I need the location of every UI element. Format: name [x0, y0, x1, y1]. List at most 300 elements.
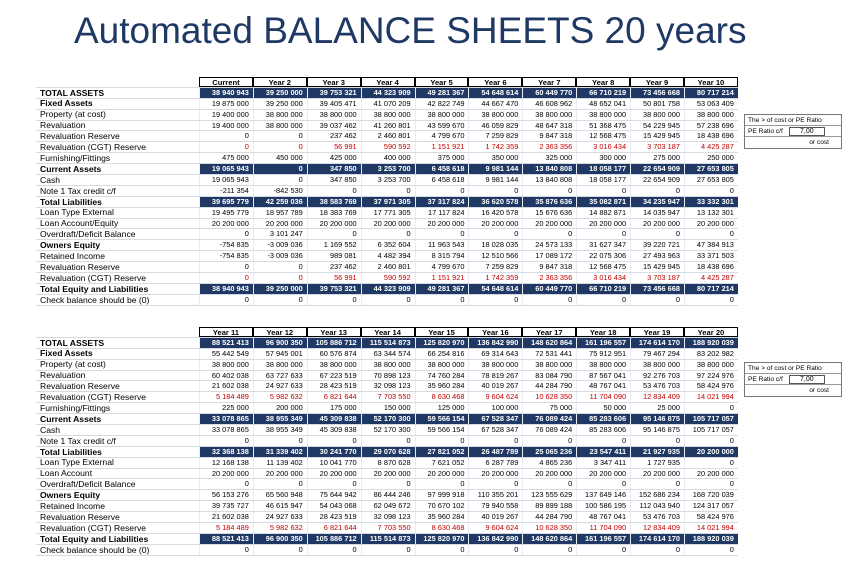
value-cell[interactable]: 30 241 770: [307, 447, 361, 457]
value-cell[interactable]: 11 139 402: [253, 458, 307, 468]
value-cell[interactable]: 105 717 057: [684, 414, 738, 424]
value-cell[interactable]: 75 912 951: [576, 349, 630, 359]
value-cell[interactable]: 17 771 305: [361, 208, 415, 218]
value-cell[interactable]: 0: [361, 229, 415, 239]
value-cell[interactable]: 6 458 618: [415, 175, 469, 185]
value-cell[interactable]: 39 037 462: [307, 121, 361, 131]
value-cell[interactable]: 7 703 550: [361, 392, 415, 402]
value-cell[interactable]: 53 476 703: [630, 381, 684, 391]
value-cell[interactable]: 4 425 287: [684, 142, 738, 152]
value-cell[interactable]: 25 000: [630, 403, 684, 413]
value-cell[interactable]: 0: [630, 545, 684, 555]
value-cell[interactable]: 38 800 000: [522, 110, 576, 120]
value-cell[interactable]: 27 653 805: [684, 164, 738, 174]
value-cell[interactable]: 42 259 036: [253, 197, 307, 207]
value-cell[interactable]: 3 253 700: [361, 175, 415, 185]
value-cell[interactable]: 4 425 287: [684, 273, 738, 283]
value-cell[interactable]: 38 800 000: [684, 360, 738, 370]
value-cell[interactable]: 1 169 552: [307, 240, 361, 250]
value-cell[interactable]: 83 202 982: [684, 349, 738, 359]
value-cell[interactable]: 1 151 921: [415, 142, 469, 152]
value-cell[interactable]: 0: [199, 273, 253, 283]
value-cell[interactable]: 110 355 201: [468, 490, 522, 500]
value-cell[interactable]: 0: [253, 142, 307, 152]
value-cell[interactable]: 20 200 000: [630, 219, 684, 229]
value-cell[interactable]: 19 065 943: [199, 164, 253, 174]
value-cell[interactable]: 0: [468, 545, 522, 555]
value-cell[interactable]: 36 620 578: [468, 197, 522, 207]
value-cell[interactable]: 50 000: [576, 403, 630, 413]
value-cell[interactable]: 11 704 090: [576, 523, 630, 533]
value-cell[interactable]: 0: [361, 479, 415, 489]
value-cell[interactable]: 32 098 123: [361, 512, 415, 522]
value-cell[interactable]: 3 016 434: [576, 142, 630, 152]
value-cell[interactable]: 6 287 789: [468, 458, 522, 468]
value-cell[interactable]: 1 742 359: [468, 273, 522, 283]
value-cell[interactable]: 20 200 000: [361, 219, 415, 229]
value-cell[interactable]: 39 735 727: [199, 501, 253, 511]
value-cell[interactable]: 38 800 000: [199, 360, 253, 370]
value-cell[interactable]: 39 753 321: [307, 88, 361, 98]
value-cell[interactable]: -3 009 036: [253, 240, 307, 250]
value-cell[interactable]: 38 800 000: [253, 121, 307, 131]
value-cell[interactable]: 18 438 696: [684, 262, 738, 272]
value-cell[interactable]: 1 727 935: [630, 458, 684, 468]
value-cell[interactable]: 50 801 758: [630, 99, 684, 109]
value-cell[interactable]: 73 456 668: [630, 284, 684, 294]
value-cell[interactable]: 0: [199, 229, 253, 239]
value-cell[interactable]: 590 592: [361, 273, 415, 283]
value-cell[interactable]: 0: [630, 295, 684, 305]
value-cell[interactable]: 0: [684, 545, 738, 555]
value-cell[interactable]: 38 800 000: [468, 360, 522, 370]
value-cell[interactable]: 41 070 209: [361, 99, 415, 109]
value-cell[interactable]: 0: [199, 436, 253, 446]
value-cell[interactable]: 20 200 000: [199, 469, 253, 479]
value-cell[interactable]: 87 567 041: [576, 371, 630, 381]
value-cell[interactable]: 250 000: [684, 153, 738, 163]
value-cell[interactable]: 20 200 000: [630, 469, 684, 479]
value-cell[interactable]: 27 653 805: [684, 175, 738, 185]
value-cell[interactable]: 0: [630, 186, 684, 196]
value-cell[interactable]: 225 000: [199, 403, 253, 413]
value-cell[interactable]: 22 654 909: [630, 164, 684, 174]
value-cell[interactable]: 17 089 172: [522, 251, 576, 261]
value-cell[interactable]: 15 676 636: [522, 208, 576, 218]
value-cell[interactable]: 60 449 770: [522, 284, 576, 294]
value-cell[interactable]: 105 717 057: [684, 425, 738, 435]
value-cell[interactable]: 105 886 712: [307, 338, 361, 348]
value-cell[interactable]: 14 035 947: [630, 208, 684, 218]
value-cell[interactable]: 237 462: [307, 131, 361, 141]
value-cell[interactable]: 39 220 721: [630, 240, 684, 250]
value-cell[interactable]: 24 927 633: [253, 381, 307, 391]
value-cell[interactable]: -211 354: [199, 186, 253, 196]
value-cell[interactable]: 19 495 779: [199, 208, 253, 218]
value-cell[interactable]: 115 514 873: [361, 338, 415, 348]
value-cell[interactable]: 48 767 041: [576, 512, 630, 522]
value-cell[interactable]: 347 850: [307, 164, 361, 174]
value-cell[interactable]: 0: [307, 545, 361, 555]
value-cell[interactable]: 25 065 236: [522, 447, 576, 457]
value-cell[interactable]: 80 717 214: [684, 88, 738, 98]
value-cell[interactable]: 20 200 000: [361, 469, 415, 479]
value-cell[interactable]: 0: [253, 295, 307, 305]
value-cell[interactable]: 80 717 214: [684, 284, 738, 294]
value-cell[interactable]: 13 132 301: [684, 208, 738, 218]
value-cell[interactable]: 45 309 838: [307, 425, 361, 435]
value-cell[interactable]: 0: [415, 229, 469, 239]
value-cell[interactable]: 5 982 632: [253, 523, 307, 533]
value-cell[interactable]: 15 429 945: [630, 262, 684, 272]
value-cell[interactable]: 20 200 000: [307, 219, 361, 229]
value-cell[interactable]: 39 250 000: [253, 99, 307, 109]
value-cell[interactable]: 38 800 000: [361, 360, 415, 370]
value-cell[interactable]: 8 315 794: [415, 251, 469, 261]
pe-ratio-input[interactable]: 7,00: [789, 375, 825, 384]
value-cell[interactable]: -754 835: [199, 240, 253, 250]
value-cell[interactable]: 19 875 000: [199, 99, 253, 109]
value-cell[interactable]: 21 927 935: [630, 447, 684, 457]
value-cell[interactable]: 14 021 994: [684, 523, 738, 533]
value-cell[interactable]: 66 710 219: [576, 284, 630, 294]
value-cell[interactable]: 0: [415, 186, 469, 196]
value-cell[interactable]: 59 566 154: [415, 414, 469, 424]
value-cell[interactable]: 5 184 489: [199, 392, 253, 402]
value-cell[interactable]: 35 960 284: [415, 381, 469, 391]
value-cell[interactable]: -3 009 036: [253, 251, 307, 261]
value-cell[interactable]: 20 200 000: [684, 447, 738, 457]
value-cell[interactable]: 9 847 318: [522, 262, 576, 272]
value-cell[interactable]: 20 200 000: [684, 219, 738, 229]
value-cell[interactable]: 168 720 039: [684, 490, 738, 500]
value-cell[interactable]: 40 019 267: [468, 381, 522, 391]
value-cell[interactable]: 20 200 000: [415, 219, 469, 229]
value-cell[interactable]: 92 276 703: [630, 371, 684, 381]
value-cell[interactable]: 0: [468, 229, 522, 239]
value-cell[interactable]: 161 196 557: [576, 338, 630, 348]
value-cell[interactable]: 89 899 188: [522, 501, 576, 511]
value-cell[interactable]: 5 982 632: [253, 392, 307, 402]
value-cell[interactable]: 66 710 219: [576, 88, 630, 98]
value-cell[interactable]: 47 384 913: [684, 240, 738, 250]
value-cell[interactable]: 57 945 001: [253, 349, 307, 359]
value-cell[interactable]: 60 449 770: [522, 88, 576, 98]
value-cell[interactable]: 7 259 829: [468, 262, 522, 272]
value-cell[interactable]: 275 000: [630, 153, 684, 163]
value-cell[interactable]: 12 568 475: [576, 262, 630, 272]
value-cell[interactable]: 590 592: [361, 142, 415, 152]
value-cell[interactable]: 54 043 068: [307, 501, 361, 511]
value-cell[interactable]: 33 078 865: [199, 414, 253, 424]
value-cell[interactable]: 100 000: [468, 403, 522, 413]
value-cell[interactable]: 39 405 471: [307, 99, 361, 109]
value-cell[interactable]: 33 332 301: [684, 197, 738, 207]
value-cell[interactable]: 0: [522, 295, 576, 305]
value-cell[interactable]: 0: [415, 295, 469, 305]
value-cell[interactable]: 41 260 801: [361, 121, 415, 131]
value-cell[interactable]: 0: [199, 479, 253, 489]
pe-ratio-input[interactable]: 7,00: [789, 127, 825, 136]
value-cell[interactable]: 7 703 550: [361, 523, 415, 533]
value-cell[interactable]: 20 200 000: [468, 469, 522, 479]
value-cell[interactable]: 0: [307, 229, 361, 239]
value-cell[interactable]: 0: [576, 229, 630, 239]
value-cell[interactable]: 18 058 177: [576, 164, 630, 174]
value-cell[interactable]: 0: [468, 436, 522, 446]
value-cell[interactable]: 175 000: [307, 403, 361, 413]
value-cell[interactable]: 38 800 000: [307, 360, 361, 370]
value-cell[interactable]: 11 963 543: [415, 240, 469, 250]
value-cell[interactable]: 12 568 475: [576, 131, 630, 141]
value-cell[interactable]: 55 442 549: [199, 349, 253, 359]
value-cell[interactable]: 24 927 633: [253, 512, 307, 522]
value-cell[interactable]: 200 000: [253, 403, 307, 413]
value-cell[interactable]: 4 482 394: [361, 251, 415, 261]
value-cell[interactable]: 54 229 945: [630, 121, 684, 131]
value-cell[interactable]: 0: [361, 186, 415, 196]
value-cell[interactable]: 0: [361, 436, 415, 446]
value-cell[interactable]: 3 703 187: [630, 142, 684, 152]
value-cell[interactable]: 125 820 970: [415, 534, 469, 544]
value-cell[interactable]: 18 438 696: [684, 131, 738, 141]
value-cell[interactable]: 8 630 468: [415, 392, 469, 402]
value-cell[interactable]: 67 528 347: [468, 414, 522, 424]
value-cell[interactable]: 0: [199, 295, 253, 305]
value-cell[interactable]: 2 363 356: [522, 273, 576, 283]
value-cell[interactable]: 69 314 643: [468, 349, 522, 359]
value-cell[interactable]: -754 835: [199, 251, 253, 261]
value-cell[interactable]: 0: [630, 436, 684, 446]
value-cell[interactable]: 38 800 000: [576, 110, 630, 120]
value-cell[interactable]: 2 363 356: [522, 142, 576, 152]
value-cell[interactable]: 95 146 875: [630, 414, 684, 424]
value-cell[interactable]: 4 865 236: [522, 458, 576, 468]
value-cell[interactable]: 20 200 000: [522, 469, 576, 479]
value-cell[interactable]: 100 586 195: [576, 501, 630, 511]
value-cell[interactable]: 63 727 633: [253, 371, 307, 381]
value-cell[interactable]: 27 493 963: [630, 251, 684, 261]
value-cell[interactable]: 83 084 790: [522, 371, 576, 381]
value-cell[interactable]: 6 821 644: [307, 523, 361, 533]
value-cell[interactable]: 3 101 247: [253, 229, 307, 239]
value-cell[interactable]: 0: [522, 436, 576, 446]
value-cell[interactable]: 56 991: [307, 273, 361, 283]
value-cell[interactable]: 45 309 838: [307, 414, 361, 424]
value-cell[interactable]: 32 098 123: [361, 381, 415, 391]
value-cell[interactable]: 38 940 943: [199, 88, 253, 98]
value-cell[interactable]: 33 078 865: [199, 425, 253, 435]
value-cell[interactable]: 0: [630, 229, 684, 239]
value-cell[interactable]: 10 628 350: [522, 523, 576, 533]
value-cell[interactable]: 9 604 624: [468, 523, 522, 533]
value-cell[interactable]: 76 089 424: [522, 414, 576, 424]
value-cell[interactable]: 0: [307, 479, 361, 489]
value-cell[interactable]: 325 000: [522, 153, 576, 163]
value-cell[interactable]: 67 223 519: [307, 371, 361, 381]
value-cell[interactable]: 8 870 628: [361, 458, 415, 468]
value-cell[interactable]: 0: [684, 436, 738, 446]
value-cell[interactable]: 38 800 000: [576, 360, 630, 370]
value-cell[interactable]: 188 920 039: [684, 534, 738, 544]
value-cell[interactable]: 425 000: [307, 153, 361, 163]
value-cell[interactable]: 96 900 350: [253, 338, 307, 348]
value-cell[interactable]: 14 882 871: [576, 208, 630, 218]
value-cell[interactable]: 53 476 703: [630, 512, 684, 522]
value-cell[interactable]: 39 753 321: [307, 284, 361, 294]
value-cell[interactable]: 0: [684, 479, 738, 489]
value-cell[interactable]: 75 000: [522, 403, 576, 413]
value-cell[interactable]: 53 063 409: [684, 99, 738, 109]
value-cell[interactable]: 0: [307, 186, 361, 196]
value-cell[interactable]: 6 821 644: [307, 392, 361, 402]
value-cell[interactable]: 95 146 875: [630, 425, 684, 435]
value-cell[interactable]: 0: [684, 295, 738, 305]
value-cell[interactable]: 123 555 629: [522, 490, 576, 500]
value-cell[interactable]: 57 238 696: [684, 121, 738, 131]
value-cell[interactable]: 1 742 359: [468, 142, 522, 152]
value-cell[interactable]: 9 981 144: [468, 175, 522, 185]
value-cell[interactable]: 0: [253, 479, 307, 489]
value-cell[interactable]: 35 082 871: [576, 197, 630, 207]
value-cell[interactable]: 5 184 489: [199, 523, 253, 533]
value-cell[interactable]: 0: [253, 131, 307, 141]
value-cell[interactable]: 0: [576, 479, 630, 489]
value-cell[interactable]: 20 200 000: [253, 469, 307, 479]
value-cell[interactable]: 39 250 000: [253, 284, 307, 294]
value-cell[interactable]: 375 000: [415, 153, 469, 163]
value-cell[interactable]: 0: [576, 545, 630, 555]
value-cell[interactable]: 3 703 187: [630, 273, 684, 283]
value-cell[interactable]: 10 628 350: [522, 392, 576, 402]
value-cell[interactable]: 79 940 558: [468, 501, 522, 511]
value-cell[interactable]: 88 521 413: [199, 534, 253, 544]
value-cell[interactable]: 137 649 146: [576, 490, 630, 500]
value-cell[interactable]: 46 059 829: [468, 121, 522, 131]
value-cell[interactable]: 38 800 000: [630, 110, 684, 120]
value-cell[interactable]: 4 799 670: [415, 131, 469, 141]
value-cell[interactable]: 6 458 618: [415, 164, 469, 174]
value-cell[interactable]: 2 460 801: [361, 131, 415, 141]
value-cell[interactable]: 38 940 943: [199, 284, 253, 294]
value-cell[interactable]: 75 644 942: [307, 490, 361, 500]
value-cell[interactable]: 12 834 409: [630, 523, 684, 533]
value-cell[interactable]: 60 576 874: [307, 349, 361, 359]
value-cell[interactable]: 65 560 948: [253, 490, 307, 500]
value-cell[interactable]: 9 604 624: [468, 392, 522, 402]
value-cell[interactable]: 3 016 434: [576, 273, 630, 283]
value-cell[interactable]: 48 652 041: [576, 99, 630, 109]
value-cell[interactable]: 20 200 000: [468, 219, 522, 229]
value-cell[interactable]: 67 528 347: [468, 425, 522, 435]
value-cell[interactable]: 19 400 000: [199, 121, 253, 131]
value-cell[interactable]: 60 402 038: [199, 371, 253, 381]
value-cell[interactable]: 18 058 177: [576, 175, 630, 185]
value-cell[interactable]: 28 423 519: [307, 512, 361, 522]
value-cell[interactable]: 11 704 090: [576, 392, 630, 402]
value-cell[interactable]: 44 284 790: [522, 381, 576, 391]
value-cell[interactable]: 20 200 000: [199, 219, 253, 229]
value-cell[interactable]: 17 117 824: [415, 208, 469, 218]
value-cell[interactable]: 38 800 000: [307, 110, 361, 120]
value-cell[interactable]: 0: [199, 142, 253, 152]
value-cell[interactable]: 20 200 000: [415, 469, 469, 479]
value-cell[interactable]: 0: [253, 262, 307, 272]
value-cell[interactable]: 0: [199, 545, 253, 555]
value-cell[interactable]: 52 170 300: [361, 414, 415, 424]
value-cell[interactable]: -842 530: [253, 186, 307, 196]
value-cell[interactable]: 70 670 102: [415, 501, 469, 511]
value-cell[interactable]: 0: [307, 295, 361, 305]
value-cell[interactable]: 19 400 000: [199, 110, 253, 120]
value-cell[interactable]: 18 957 789: [253, 208, 307, 218]
value-cell[interactable]: 49 281 367: [415, 88, 469, 98]
value-cell[interactable]: 148 620 864: [522, 338, 576, 348]
value-cell[interactable]: 44 323 909: [361, 88, 415, 98]
value-cell[interactable]: 38 955 349: [253, 414, 307, 424]
value-cell[interactable]: 29 070 628: [361, 447, 415, 457]
value-cell[interactable]: 3 347 411: [576, 458, 630, 468]
value-cell[interactable]: 44 284 790: [522, 512, 576, 522]
value-cell[interactable]: 148 620 864: [522, 534, 576, 544]
value-cell[interactable]: 0: [630, 479, 684, 489]
value-cell[interactable]: 24 573 133: [522, 240, 576, 250]
value-cell[interactable]: 54 648 614: [468, 88, 522, 98]
value-cell[interactable]: 13 840 808: [522, 175, 576, 185]
value-cell[interactable]: 0: [415, 436, 469, 446]
value-cell[interactable]: 152 686 234: [630, 490, 684, 500]
value-cell[interactable]: 26 487 789: [468, 447, 522, 457]
value-cell[interactable]: 16 420 578: [468, 208, 522, 218]
value-cell[interactable]: 347 850: [307, 175, 361, 185]
value-cell[interactable]: 3 253 700: [361, 164, 415, 174]
value-cell[interactable]: 73 456 668: [630, 88, 684, 98]
value-cell[interactable]: 0: [199, 262, 253, 272]
value-cell[interactable]: 56 153 276: [199, 490, 253, 500]
value-cell[interactable]: 174 614 170: [630, 534, 684, 544]
value-cell[interactable]: 400 000: [361, 153, 415, 163]
value-cell[interactable]: 38 955 349: [253, 425, 307, 435]
value-cell[interactable]: 6 352 604: [361, 240, 415, 250]
value-cell[interactable]: 38 800 000: [630, 360, 684, 370]
value-cell[interactable]: 0: [415, 545, 469, 555]
value-cell[interactable]: 38 800 000: [253, 110, 307, 120]
value-cell[interactable]: 22 654 909: [630, 175, 684, 185]
value-cell[interactable]: 20 200 000: [576, 469, 630, 479]
value-cell[interactable]: 115 514 873: [361, 534, 415, 544]
value-cell[interactable]: 0: [522, 479, 576, 489]
value-cell[interactable]: 12 834 409: [630, 392, 684, 402]
value-cell[interactable]: 0: [253, 545, 307, 555]
value-cell[interactable]: 32 368 138: [199, 447, 253, 457]
value-cell[interactable]: 96 900 350: [253, 534, 307, 544]
value-cell[interactable]: 10 041 770: [307, 458, 361, 468]
value-cell[interactable]: 44 323 909: [361, 284, 415, 294]
value-cell[interactable]: 0: [253, 436, 307, 446]
value-cell[interactable]: 23 547 411: [576, 447, 630, 457]
value-cell[interactable]: 4 799 670: [415, 262, 469, 272]
value-cell[interactable]: 35 876 636: [522, 197, 576, 207]
value-cell[interactable]: 14 021 994: [684, 392, 738, 402]
value-cell[interactable]: 0: [468, 295, 522, 305]
value-cell[interactable]: 136 842 990: [468, 338, 522, 348]
value-cell[interactable]: 0: [684, 186, 738, 196]
value-cell[interactable]: 2 460 801: [361, 262, 415, 272]
value-cell[interactable]: 33 371 503: [684, 251, 738, 261]
value-cell[interactable]: 38 800 000: [253, 360, 307, 370]
value-cell[interactable]: 40 019 267: [468, 512, 522, 522]
value-cell[interactable]: 85 283 606: [576, 414, 630, 424]
